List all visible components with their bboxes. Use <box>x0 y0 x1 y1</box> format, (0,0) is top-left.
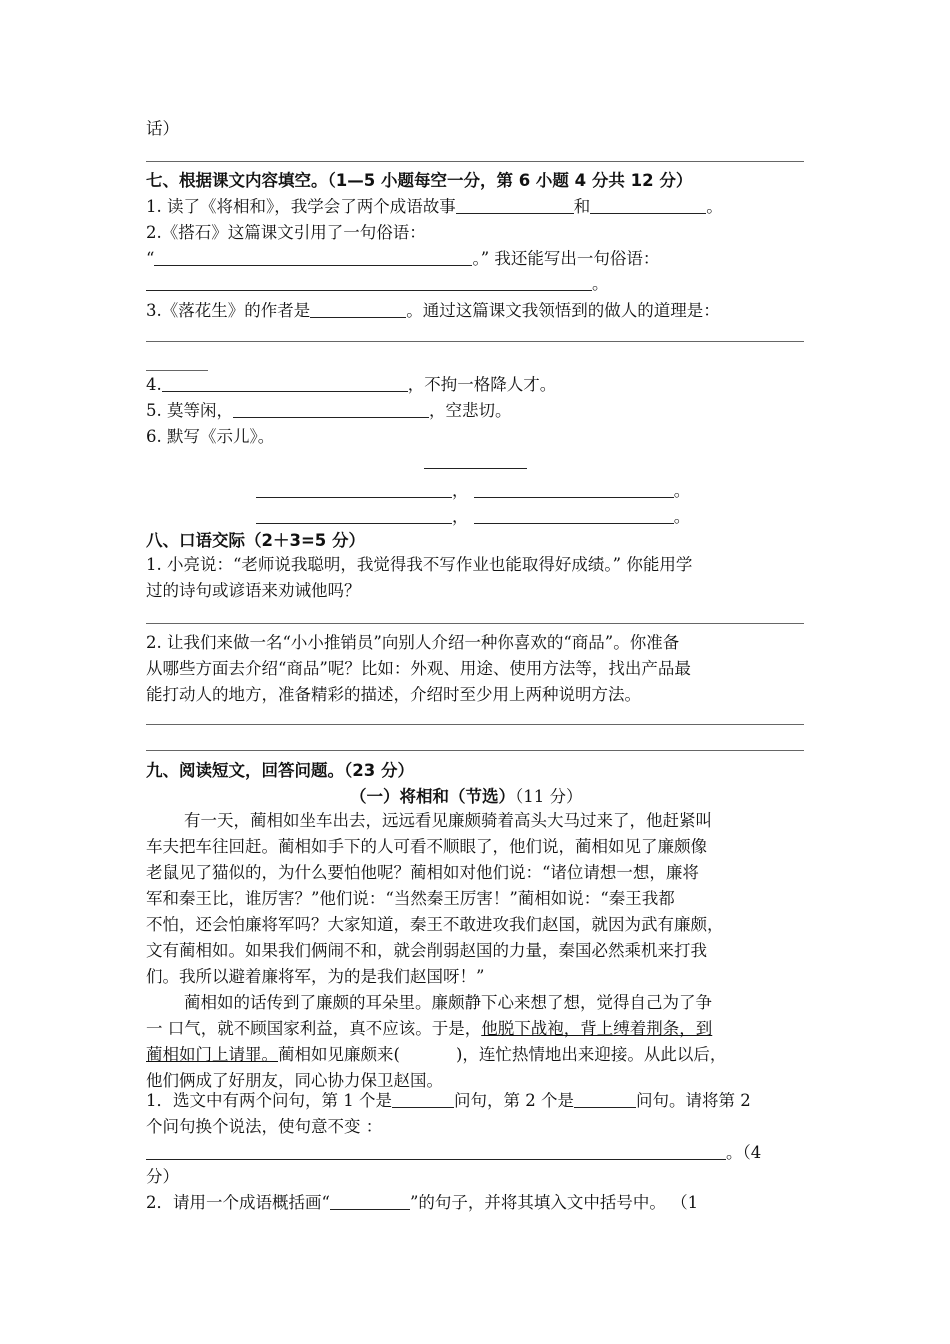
s9-underlined-sentence-a: 他脱下战袍，背上缚着荆条，到 <box>481 1019 713 1038</box>
s7-q1-blank-2[interactable] <box>590 197 706 214</box>
s7-q3-answer-line-short <box>146 370 208 371</box>
s7-q1-blank-1[interactable] <box>456 197 574 214</box>
page-top-fragment: 话） <box>146 119 179 138</box>
s8-q2-line-3: 能打动人的地方，准备精彩的描述，介绍时至少用上两种说明方法。 <box>146 685 641 704</box>
s9-para1-line-7: 们。我所以避着廉将军，为的是我们赵国呀！” <box>146 967 485 986</box>
s9-q1-line-2: 个问句换个说法，使句意不变 ： <box>146 1117 383 1136</box>
s9-para1-line-4: 军和秦王比，谁厉害？”他们说：“当然秦王厉害！”蔺相如说：“秦王我都 <box>146 889 675 908</box>
s7-q3-answer-line <box>146 341 804 342</box>
s7-q2-blanks: “ 。” 我还能写出一句俗语： <box>146 249 660 268</box>
s9-q2-blank[interactable] <box>330 1193 410 1210</box>
s7-question-3: 3.《落花生》的作者是 。通过这篇课文我领悟到的做人的道理是： <box>146 301 720 320</box>
s9-para1-line-3: 老鼠见了猫似的，为什么要怕他呢？蔺相如对他们说：“诸位请想一想，廉将 <box>146 863 699 882</box>
s7-q3-blank-author[interactable] <box>310 301 406 318</box>
s7-question-2: 2.《搭石》这篇课文引用了一句俗语： <box>146 223 426 242</box>
s7-poem-title-blank[interactable] <box>424 468 527 469</box>
s8-q2-answer-line-2[interactable] <box>146 750 804 751</box>
s9-para1-line-2: 车夫把车往回赶。蔺相如手下的人可看不顺眼了，他们说，蔺相如见了廉颇像 <box>146 837 707 856</box>
s7-poem-blank-4[interactable] <box>474 507 674 524</box>
s8-q2-answer-line-1[interactable] <box>146 724 804 725</box>
s9-q1-blank-2[interactable] <box>574 1091 636 1108</box>
s9-para2-line-1: 蔺相如的话传到了廉颇的耳朵里。廉颇静下心来想了想，觉得自己为了争 <box>184 993 712 1012</box>
s7-question-6: 6. 默写《示儿》。 <box>146 427 275 446</box>
s7-poem-blank-2[interactable] <box>474 481 674 498</box>
s9-q1-answer: 。（4 <box>146 1142 761 1164</box>
section-7-heading: 七、根据课文内容填空。（1—5 小题每空一分，第 6 小题 4 分共 12 分） <box>146 171 693 190</box>
s7-question-1: 1. 读了《将相和》，我学会了两个成语故事 和 。 <box>146 197 723 216</box>
s9-q1-score-tail: 分） <box>146 1167 179 1186</box>
s9-para2-line-4: 他们俩成了好朋友，同心协力保卫赵国。 <box>146 1071 443 1090</box>
answer-line <box>146 161 804 162</box>
s8-q1-line-1: 1. 小亮说：“老师说我聪明，我觉得我不写作业也能取得好成绩。” 你能用学 <box>146 555 693 574</box>
s9-para1-line-5: 不怕，还会怕廉将军吗？大家知道，秦王不敢进攻我们赵国，就因为武有廉颇， <box>146 915 724 934</box>
s7-q2-blank-line: 。 <box>146 273 609 295</box>
s7-q2-blank-2[interactable] <box>146 274 592 291</box>
section-8-heading: 八、口语交际（2＋3=5 分） <box>146 531 366 550</box>
s9-underlined-sentence-b: 蔺相如门上请罪。 <box>146 1045 278 1064</box>
s7-poem-line-1: ， 。 <box>256 480 690 502</box>
s9-question-2: 2．请用一个成语概括画“ ”的句子，并将其填入文中括号中。 （1 <box>146 1193 699 1212</box>
s7-poem-blank-3[interactable] <box>256 507 452 524</box>
s8-q2-line-1: 2. 让我们来做一名“小小推销员”向别人介绍一种你喜欢的“商品”。你准备 <box>146 633 680 652</box>
s7-poem-line-2: ， 。 <box>256 506 690 528</box>
s9-q1-answer-blank[interactable] <box>146 1143 726 1160</box>
s7-q5-blank[interactable] <box>233 401 429 418</box>
s9-q1-blank-1[interactable] <box>392 1091 454 1108</box>
s7-question-5: 5. 莫等闲， ，空悲切。 <box>146 401 512 420</box>
s9-para1-line-6: 文有蔺相如。如果我们俩闹不和，就会削弱赵国的力量，秦国必然乘机来打我 <box>146 941 707 960</box>
s8-q1-answer-line[interactable] <box>146 623 804 624</box>
s7-q4-blank[interactable] <box>162 375 408 392</box>
s7-poem-blank-1[interactable] <box>256 481 452 498</box>
s8-q2-line-2: 从哪些方面去介绍“商品”呢？比如：外观、用途、使用方法等，找出产品最 <box>146 659 691 678</box>
s9-para2-line-3: 蔺相如门上请罪。蔺相如见廉颇来( )，连忙热情地出来迎接。从此以后， <box>146 1045 727 1064</box>
s9-para2-line-2: 一 口气，就不顾国家利益，真不应该。于是，他脱下战袍，背上缚着荆条，到 <box>146 1019 713 1038</box>
s9-passage-title: （一）将相和（节选）（11 分） <box>350 787 583 806</box>
s9-question-1: 1．选文中有两个问句，第 1 个是 问句，第 2 个是 问句。请将第 2 <box>146 1091 751 1110</box>
s9-para1-line-1: 有一天，蔺相如坐车出去，远远看见廉颇骑着高头大马过来了，他赶紧叫 <box>184 811 712 830</box>
s7-q2-blank-1[interactable] <box>154 249 472 266</box>
section-9-heading: 九、阅读短文，回答问题。（23 分） <box>146 761 414 780</box>
s7-question-4: 4. ，不拘一格降人才。 <box>146 375 557 394</box>
s8-q1-line-2: 过的诗句或谚语来劝诫他吗？ <box>146 581 361 600</box>
